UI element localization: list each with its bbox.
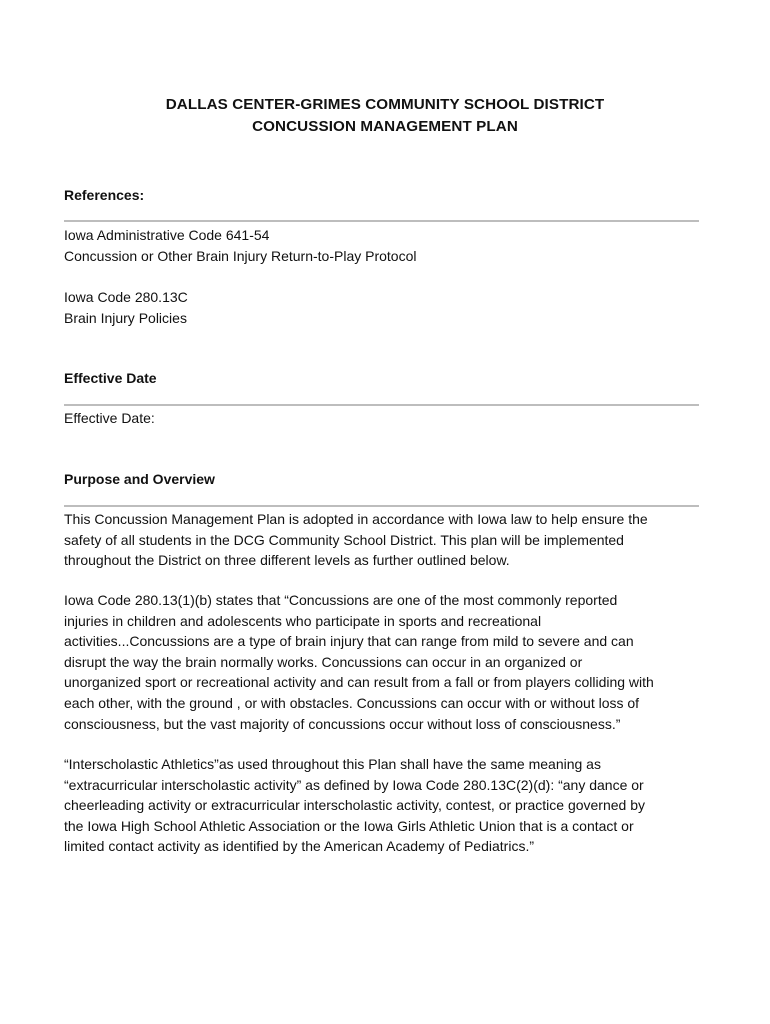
reference-line: Brain Injury Policies: [64, 309, 187, 326]
paragraph-line: unorganized sport or recreational activity and can result from a fall or from players colliding with: [64, 674, 654, 691]
references-heading: References:: [64, 187, 145, 203]
paragraph-line: injuries in children and adolescents who participate in sports and recreational: [64, 612, 542, 629]
references-divider: [64, 220, 699, 222]
references-group-iowa-code: [64, 287, 704, 328]
effective-date-text: Effective Date:: [64, 410, 155, 426]
title-line-district: DALLAS CENTER-GRIMES COMMUNITY SCHOOL DISTRICT: [165, 96, 605, 113]
paragraph-line: “extracurricular interscholastic activity” as defined by Iowa Code 280.13C(2)(d): “any dance or: [64, 776, 644, 793]
reference-line: Concussion or Other Brain Injury Return-to-Play Protocol: [64, 247, 417, 264]
purpose-paragraph-2: [64, 590, 704, 734]
title-line-plan: CONCUSSION MANAGEMENT PLAN: [252, 118, 518, 135]
reference-line: Iowa Code 280.13C: [64, 289, 188, 305]
paragraph-line: activities...Concussions are a type of brain injury that can range from mild to severe and can: [64, 633, 634, 650]
purpose-paragraph-1: [64, 509, 704, 571]
effective-date-heading: Effective Date: [64, 370, 157, 386]
paragraph-line: This Concussion Management Plan is adopted in accordance with Iowa law to help ensure the: [64, 511, 648, 527]
paragraph-line: consciousness, but the vast majority of concussions occur without loss of consciousness.”: [64, 715, 621, 732]
effective-date-divider: [64, 404, 699, 406]
paragraph-line: disrupt the way the brain normally works. Concussions can occur in an organized or: [64, 653, 583, 670]
paragraph-line: cheerleading activity or extracurricular interscholastic activity, contest, or practice governed by: [64, 797, 645, 814]
purpose-paragraph-3: [64, 754, 704, 857]
reference-line: Iowa Administrative Code 641-54: [64, 227, 270, 243]
paragraph-line: each other, with the ground , or with obstacles. Concussions can occur with or without loss of: [64, 694, 640, 711]
document-title: [0, 94, 770, 138]
paragraph-line: the Iowa High School Athletic Association or the Iowa Girls Athletic Union that is a contact or: [64, 817, 634, 834]
references-group-admin-code: [64, 225, 704, 266]
purpose-heading: Purpose and Overview: [64, 471, 215, 487]
paragraph-line: safety of all students in the DCG Community School District. This plan will be implemented: [64, 531, 624, 548]
purpose-divider: [64, 505, 699, 507]
paragraph-line: limited contact activity as identified by the American Academy of Pediatrics.”: [64, 838, 534, 855]
paragraph-line: Iowa Code 280.13(1)(b) states that “Concussions are one of the most commonly reported: [64, 592, 618, 608]
paragraph-line: “Interscholastic Athletics”as used throughout this Plan shall have the same meaning as: [64, 756, 601, 772]
paragraph-line: throughout the District on three different levels as further outlined below.: [64, 552, 510, 569]
effective-date-label: [64, 408, 704, 429]
